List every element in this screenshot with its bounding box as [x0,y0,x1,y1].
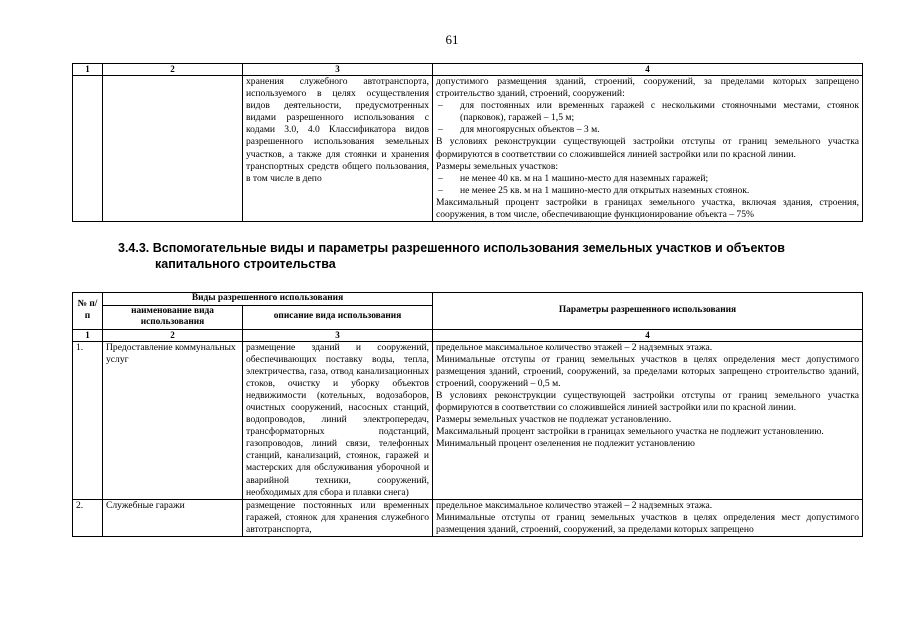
header-number: № п/п [73,293,103,330]
column-number: 3 [243,329,433,341]
parameter-paragraph: Минимальный процент озеленения не подлежит установлению [436,438,695,450]
use-description-cell: размещение зданий и сооружений, обеспечивающих поставку воды, тепла, электричества, газа, отвод канализационных стоков, очистку и уборку объектов недвижимости (котельных, водозаборов, очистных сооружений, насосных станций, водопроводов, линий электропередач, трансформаторных подстанций, газопроводов, линий связи, телефонных станций, канализаций, стоянок, гаражей и мастерских для обслуживания уборочной и аварийной техники, сооружений, необходимых для сбора и плавки снега) [243,341,433,499]
dash-text: не менее 25 кв. м на 1 машино-место для открытых наземных стоянок. [460,184,750,196]
row-number-cell: 2. [73,499,103,536]
dash-list-item [436,124,859,136]
parameter-paragraph: предельное максимальное количество этажей – 2 надземных этажа. [436,341,713,353]
dash-marker: – [438,124,443,136]
parameter-paragraph: Размеры земельных участков: [436,160,559,172]
dash-list-item [436,173,859,185]
use-description-cell: хранения служебного автотранспорта, используемого в целях осуществления видов деятельности, предусмотренных видами разрешенного использования с кодами 3.0, 4.0 Классификатора видов разрешенного использования земельных участков, а также для стоянки и хранения транспортных средств общего пользования, в том числе в депо [243,76,433,222]
dash-marker: – [438,172,443,184]
dash-marker: – [438,184,443,196]
use-name-cell [103,76,243,222]
header-parameters: Параметры разрешенного использования [433,293,863,330]
column-number: 2 [103,329,243,341]
row-number-cell: 1. [73,341,103,499]
parameter-paragraph: В условиях реконструкции существующей застройки отступы от границ земельного участка формируются в соответствии со сложившейся линией застройки или по красной линии. [436,389,860,413]
parameters-cell [433,341,863,499]
continued-table [72,63,863,222]
table-row [73,341,863,499]
header-use-types: Виды разрешенного использования [103,293,433,306]
column-number: 4 [433,329,863,341]
header-use-description: описание вида использования [243,305,433,329]
parameter-paragraph: Размеры земельных участков не подлежат установлению. [436,414,672,426]
use-description-cell: размещение постоянных или временных гаражей, стоянок для хранения служебного автотранспорта, [243,499,433,536]
column-number: 1 [73,64,103,76]
parameter-paragraph: Минимальные отступы от границ земельных участков в целях определения мест допустимого размещения зданий, строений, сооружений, за пределами которых запрещено строительство зданий, строений, сооружений – 0,5 м. [436,353,860,389]
header-use-name: наименование вида использования [103,305,243,329]
dash-text: для постоянных или временных гаражей с несколькими стояночными местами, стоянок (парковок), гаражей – 1,5 м; [460,100,859,124]
dash-list-item [436,100,859,124]
section-heading-line: капитального строительства [155,257,336,271]
dash-marker: – [438,100,443,112]
parameter-paragraph: В условиях реконструкции существующей застройки отступы от границ земельного участка формируются в соответствии со сложившейся линией застройки или по красной линии. [436,136,859,160]
page-number: 61 [445,32,459,47]
table-row [73,499,863,536]
dash-text: не менее 40 кв. м на 1 машино-место для наземных гаражей; [460,172,709,184]
use-name-cell: Служебные гаражи [103,499,243,536]
column-number-row [73,64,863,76]
column-number: 3 [243,64,433,76]
column-number-row [73,329,863,341]
dash-text: для многоярусных объектов – 3 м. [460,124,600,136]
use-name-cell: Предоставление коммунальных услуг [103,341,243,499]
section-heading [118,240,860,272]
auxiliary-uses-table [72,292,863,537]
parameter-paragraph: допустимого размещения зданий, строений, сооружений, за пределами которых запрещено строительство зданий, строений, сооружений: [436,76,859,100]
column-number: 4 [433,64,863,76]
parameter-paragraph: Максимальный процент застройки в границах земельного участка, включая здания, строения, сооружения, в том числе, обеспечивающие функционирование объекта – 75% [436,196,859,221]
table-row [73,76,863,222]
dash-list-item [436,185,859,197]
parameters-cell [433,499,863,536]
parameters-cell [433,76,863,222]
parameter-paragraph: Минимальные отступы от границ земельных участков в целях определения мест допустимого размещения зданий, строений, сооружений, за пределами которых запрещено [436,511,860,535]
row-number-cell [73,76,103,222]
column-number: 1 [73,329,103,341]
parameter-paragraph: предельное максимальное количество этажей – 2 надземных этажа. [436,499,713,511]
section-heading-line: 3.4.3. Вспомогательные виды и параметры разрешенного использования земельных участков и объектов [118,241,785,255]
column-number: 2 [103,64,243,76]
parameter-paragraph: Максимальный процент застройки в границах земельного участка не подлежит установлению. [436,426,824,438]
